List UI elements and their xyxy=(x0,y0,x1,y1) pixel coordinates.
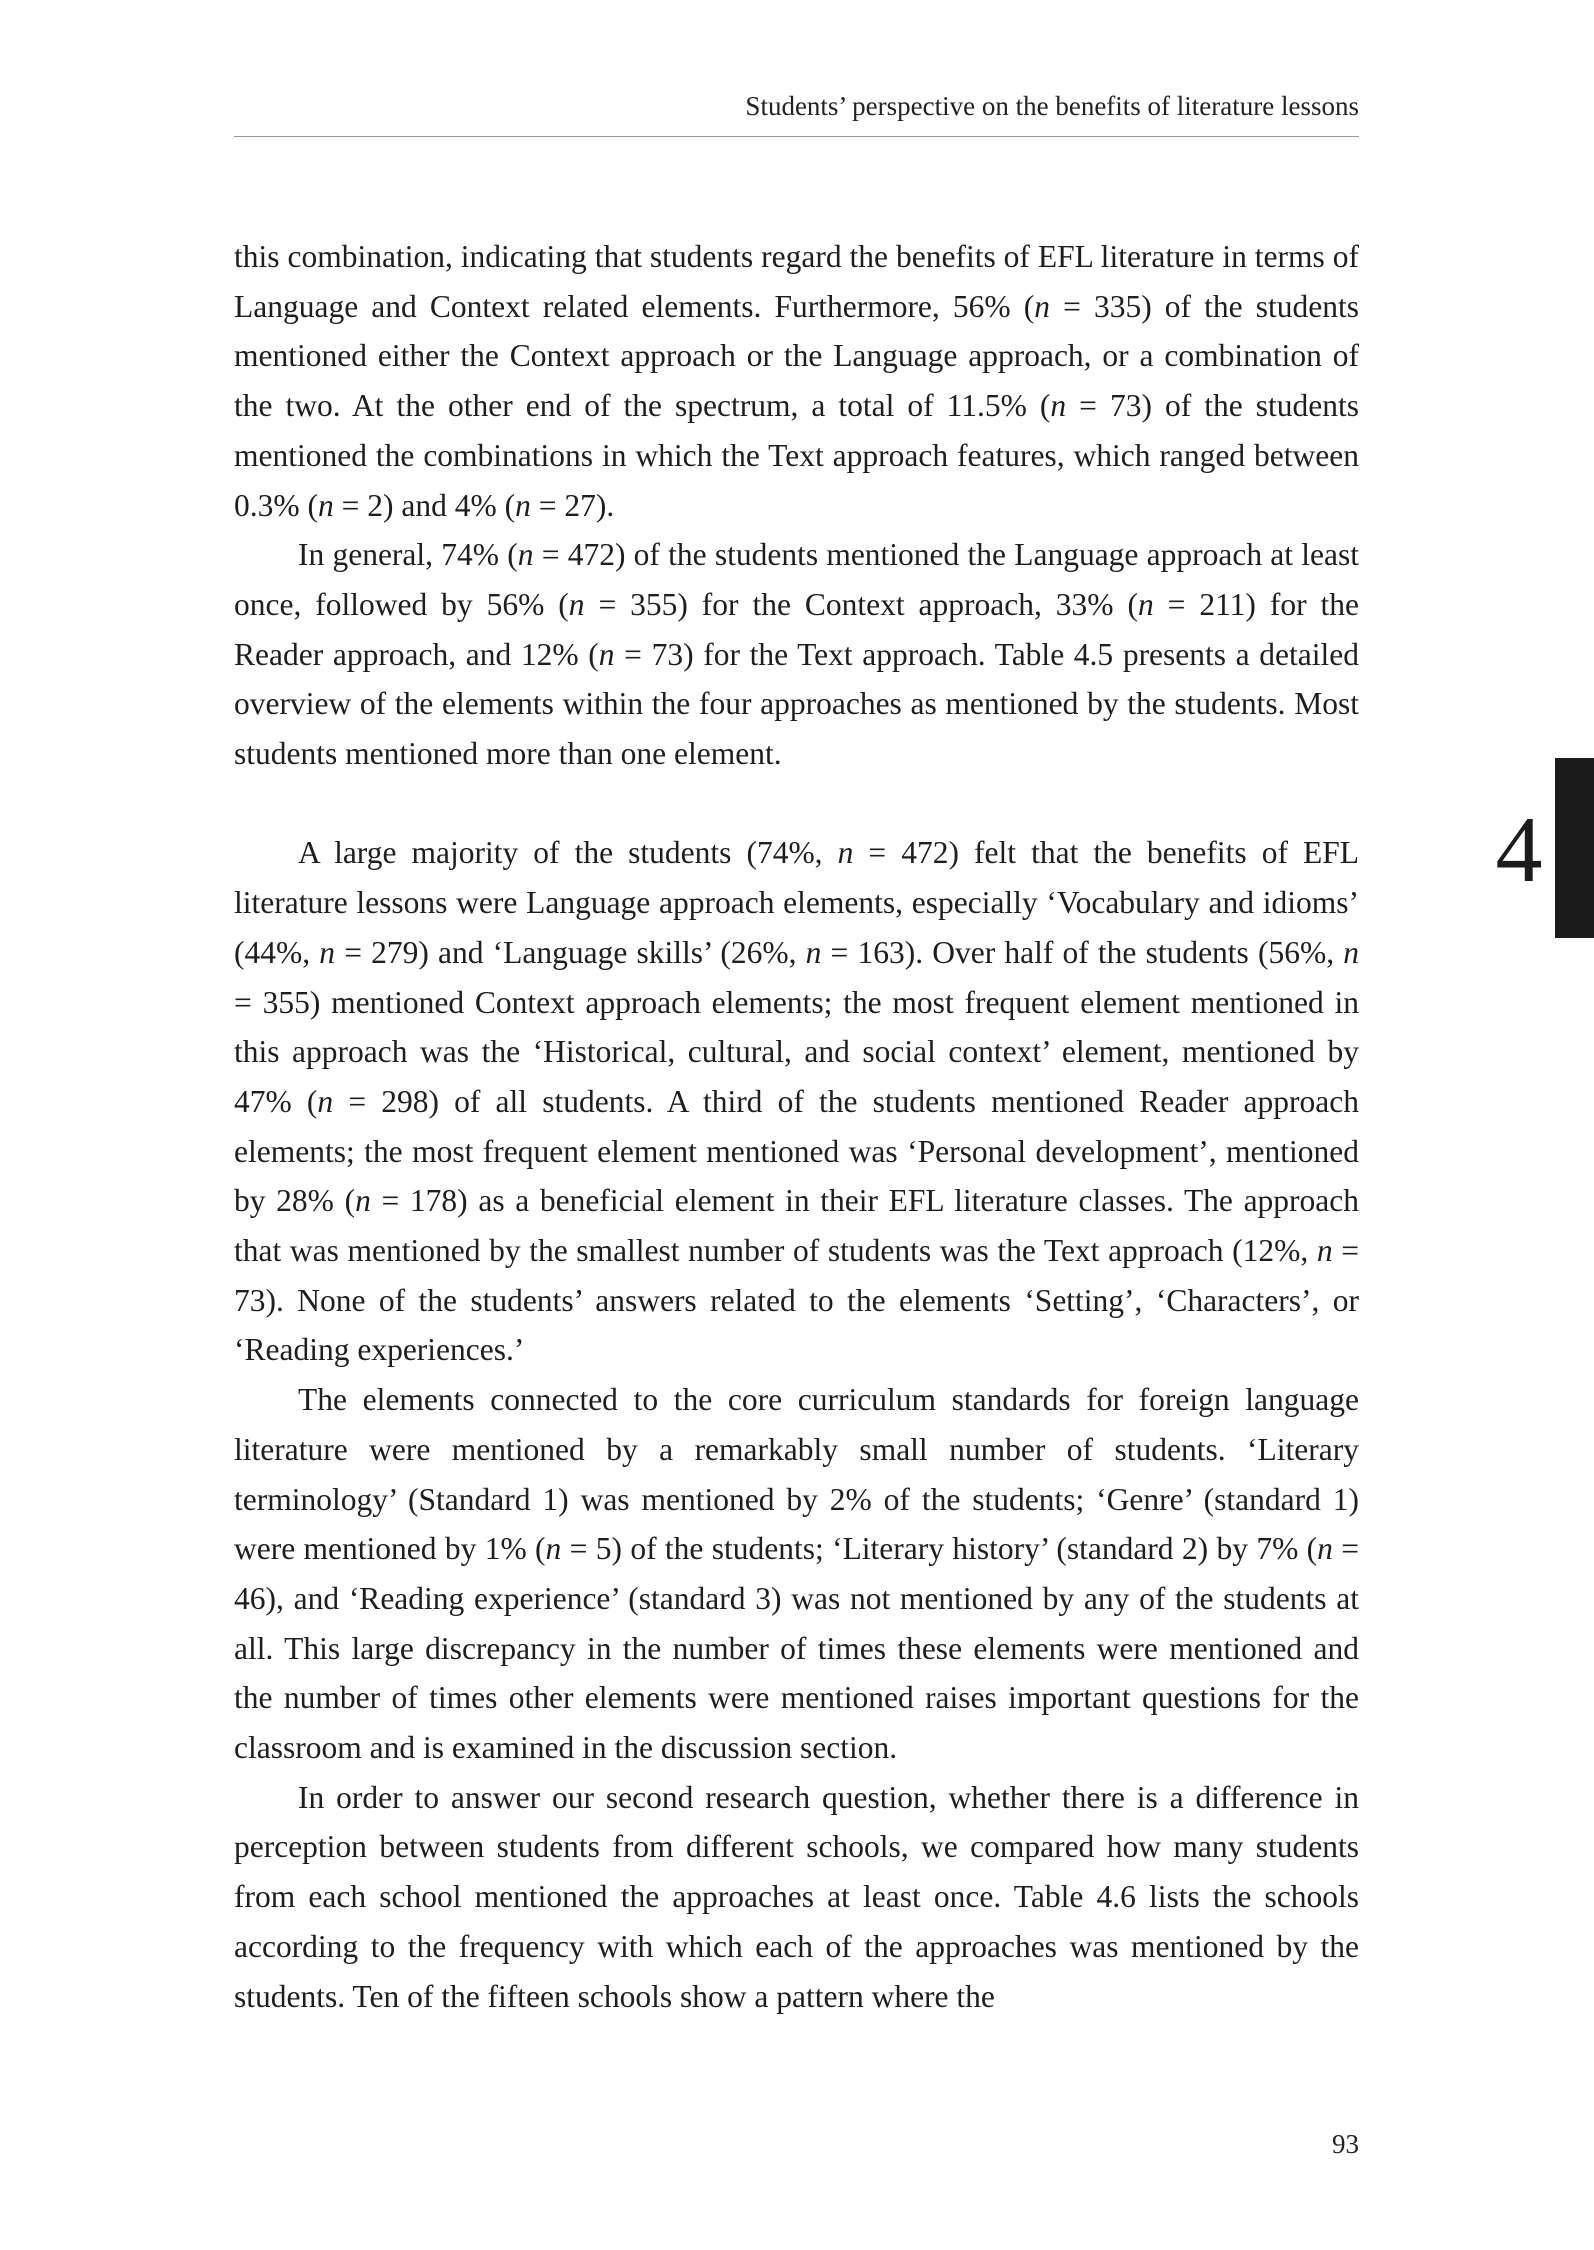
chapter-tab-marker xyxy=(1555,758,1594,938)
header-rule xyxy=(234,136,1359,137)
running-head: Students’ perspective on the benefits of literature lessons xyxy=(745,91,1359,121)
paragraph: In general, 74% (n = 472) of the students mentioned the Language approach at least once, followed by 56% (n = 355) for the Context approach, 33% (n = 211) for the Reader approach, and 12% (n = 73) for the Text approach. Table 4.5 presents a detailed overview of the elements within the four approaches as mentioned by the students. Most students mentioned more than one element. xyxy=(234,537,1359,772)
paragraph: In order to answer our second research question, whether there is a difference in perception between students from different schools, we compared how many students from each school mentioned the approaches at least once. Table 4.6 lists the schools according to the frequency with which each of the approaches was mentioned by the students. Ten of the fifteen schools show a pattern where the xyxy=(234,1779,1359,2014)
paragraph: this combination, indicating that students regard the benefits of EFL literature in terms of Language and Context related elements. Furthermore, 56% (n = 335) of the students mentioned either the Context approach or the Language approach, or a combination of the two. At the other end of the spectrum, a total of 11.5% (n = 73) of the students mentioned the combinations in which the Text approach features, which ranged between 0.3% (n = 2) and 4% (n = 27). xyxy=(234,239,1359,523)
page-number: 93 xyxy=(1332,2129,1359,2159)
body-text xyxy=(234,232,1359,2021)
paragraph: The elements connected to the core curriculum standards for foreign language literature were mentioned by a remarkably small number of students. ‘Literary terminology’ (Standard 1) was mentioned by 2% of the students; ‘Genre’ (standard 1) were mentioned by 1% (n = 5) of the students; ‘Literary history’ (standard 2) by 7% (n = 46), and ‘Reading experience’ (standard 3) was not mentioned by any of the students at all. This large discrepancy in the number of times these elements were mentioned and the number of times other elements were mentioned raises important questions for the classroom and is examined in the discussion section. xyxy=(234,1382,1359,1766)
paragraph: A large majority of the students (74%, n = 472) felt that the benefits of EFL literature lessons were Language approach elements, especially ‘Vocabulary and idioms’ (44%, n = 279) and ‘Language skills’ (26%, n = 163). Over half of the students (56%, n = 355) mentioned Context approach elements; the most frequent element mentioned in this approach was the ‘Historical, cultural, and social context’ element, mentioned by 47% (n = 298) of all students. A third of the students mentioned Reader approach elements; the most frequent element mentioned was ‘Personal development’, mentioned by 28% (n = 178) as a beneficial element in their EFL literature classes. The approach that was mentioned by the smallest number of students was the Text approach (12%, n = 73). None of the students’ answers related to the elements ‘Setting’, ‘Characters’, or ‘Reading experiences.’ xyxy=(234,835,1360,1368)
chapter-number: 4 xyxy=(1495,798,1543,902)
